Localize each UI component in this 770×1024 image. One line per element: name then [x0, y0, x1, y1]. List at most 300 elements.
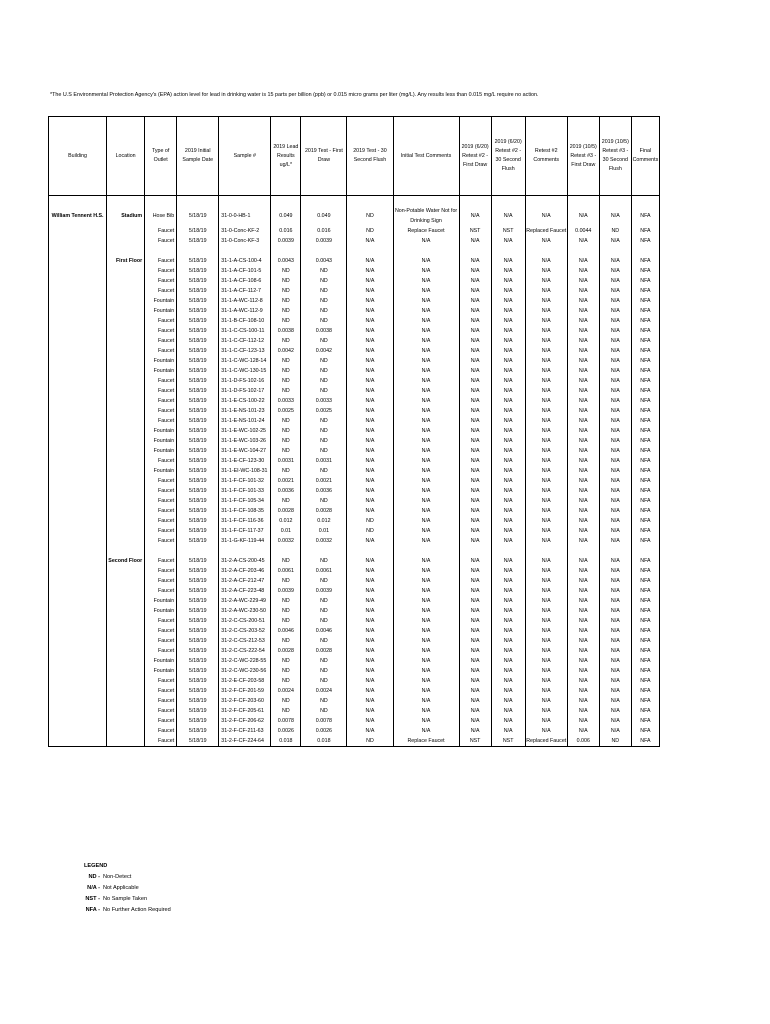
table-cell: N/A — [567, 266, 599, 276]
table-cell: N/A — [599, 376, 631, 386]
table-cell: N/A — [525, 456, 567, 466]
table-cell: N/A — [599, 576, 631, 586]
table-cell: N/A — [491, 456, 525, 466]
legend-code: N/A - — [87, 885, 100, 891]
table-cell: 31-2-C-CS-212-53 — [219, 636, 271, 646]
table-cell: ND — [301, 606, 347, 616]
table-cell: N/A — [525, 466, 567, 476]
column-header: 2019 (6/20) Retest #2 - 30 Second Flush — [491, 117, 525, 196]
table-cell: N/A — [491, 466, 525, 476]
table-cell: N/A — [525, 476, 567, 486]
table-cell: N/A — [599, 526, 631, 536]
table-cell — [49, 716, 107, 726]
table-cell: N/A — [567, 716, 599, 726]
table-cell: Faucet — [145, 276, 177, 286]
table-cell: N/A — [599, 236, 631, 246]
table-cell — [107, 456, 145, 466]
table-cell — [145, 546, 177, 556]
table-cell: N/A — [393, 326, 459, 336]
table-cell: N/A — [347, 236, 393, 246]
table-row — [49, 286, 660, 296]
table-cell: N/A — [599, 516, 631, 526]
table-cell: N/A — [347, 506, 393, 516]
table-cell: N/A — [599, 326, 631, 336]
table-cell: N/A — [567, 506, 599, 516]
table-cell: N/A — [393, 376, 459, 386]
table-row — [49, 626, 660, 636]
table-cell: N/A — [347, 446, 393, 456]
table-cell: N/A — [599, 306, 631, 316]
table-row — [49, 656, 660, 666]
table-cell: N/A — [393, 426, 459, 436]
table-cell: NST — [491, 226, 525, 236]
table-row — [49, 606, 660, 616]
table-cell — [107, 286, 145, 296]
table-cell: 5/18/19 — [177, 206, 219, 226]
table-cell: N/A — [393, 486, 459, 496]
table-cell — [107, 426, 145, 436]
table-cell: NFA — [631, 486, 659, 496]
table-cell: N/A — [459, 626, 491, 636]
table-cell — [107, 666, 145, 676]
table-cell: 0.018 — [301, 736, 347, 747]
table-cell — [177, 246, 219, 256]
table-cell: N/A — [491, 436, 525, 446]
table-cell: Faucet — [145, 346, 177, 356]
table-cell: Faucet — [145, 716, 177, 726]
table-cell: 0.0028 — [301, 506, 347, 516]
table-cell — [49, 506, 107, 516]
table-cell: ND — [347, 526, 393, 536]
table-row — [49, 296, 660, 306]
table-cell — [145, 196, 177, 207]
table-cell: 0.0043 — [271, 256, 301, 266]
table-row — [49, 696, 660, 706]
table-cell: 31-1-C-WC-130-15 — [219, 366, 271, 376]
spacer-row — [49, 196, 660, 207]
table-cell: NFA — [631, 206, 659, 226]
table-cell — [49, 696, 107, 706]
table-cell: Faucet — [145, 686, 177, 696]
table-cell — [49, 226, 107, 236]
table-cell: N/A — [393, 456, 459, 466]
table-cell — [107, 516, 145, 526]
table-cell: N/A — [347, 646, 393, 656]
table-cell: N/A — [599, 596, 631, 606]
table-cell: N/A — [525, 726, 567, 736]
table-cell: N/A — [459, 596, 491, 606]
table-cell: 0.006 — [567, 736, 599, 747]
table-cell: NFA — [631, 526, 659, 536]
table-cell: 31-2-C-CS-222-54 — [219, 646, 271, 656]
table-cell: 31-1-A-CF-101-5 — [219, 266, 271, 276]
table-cell: 31-1-C-CF-123-13 — [219, 346, 271, 356]
table-cell: Faucet — [145, 536, 177, 546]
table-cell: NFA — [631, 316, 659, 326]
table-cell: N/A — [599, 406, 631, 416]
table-cell — [49, 576, 107, 586]
table-cell: N/A — [599, 536, 631, 546]
table-cell: N/A — [599, 616, 631, 626]
table-cell: N/A — [567, 656, 599, 666]
table-cell: N/A — [491, 286, 525, 296]
table-row — [49, 486, 660, 496]
table-row — [49, 726, 660, 736]
table-cell — [107, 706, 145, 716]
table-cell: NFA — [631, 536, 659, 546]
table-cell: ND — [301, 356, 347, 366]
table-cell: N/A — [567, 456, 599, 466]
table-cell: 31-1-C-CF-112-12 — [219, 336, 271, 346]
table-cell: ND — [301, 386, 347, 396]
table-cell: 31-2-A-WC-230-50 — [219, 606, 271, 616]
table-cell: ND — [301, 266, 347, 276]
table-cell: N/A — [347, 476, 393, 486]
table-cell — [107, 496, 145, 506]
table-cell: 31-2-A-WC-229-49 — [219, 596, 271, 606]
table-cell: 5/18/19 — [177, 286, 219, 296]
table-cell: Faucet — [145, 326, 177, 336]
table-cell: N/A — [393, 306, 459, 316]
table-cell: 31-1-F-CF-105-34 — [219, 496, 271, 506]
table-cell: ND — [301, 426, 347, 436]
table-cell: N/A — [393, 446, 459, 456]
table-cell: 0.0046 — [301, 626, 347, 636]
table-cell: NFA — [631, 696, 659, 706]
table-cell — [107, 686, 145, 696]
table-cell: ND — [301, 556, 347, 566]
table-cell: ND — [271, 426, 301, 436]
table-cell: Faucet — [145, 486, 177, 496]
table-cell: NFA — [631, 266, 659, 276]
table-cell — [107, 576, 145, 586]
column-header: Building — [49, 117, 107, 196]
table-cell: ND — [347, 226, 393, 236]
table-cell: N/A — [347, 406, 393, 416]
table-cell: N/A — [599, 566, 631, 576]
table-cell — [347, 546, 393, 556]
table-cell: N/A — [491, 636, 525, 646]
table-cell: 0.0032 — [301, 536, 347, 546]
table-cell: 5/18/19 — [177, 656, 219, 666]
table-row — [49, 306, 660, 316]
table-cell: 5/18/19 — [177, 436, 219, 446]
table-cell: 5/18/19 — [177, 666, 219, 676]
table-cell: N/A — [567, 376, 599, 386]
table-cell: N/A — [525, 276, 567, 286]
table-cell: N/A — [347, 306, 393, 316]
table-cell: Faucet — [145, 376, 177, 386]
table-cell: N/A — [567, 466, 599, 476]
table-cell: N/A — [459, 716, 491, 726]
table-cell: N/A — [567, 276, 599, 286]
table-cell: N/A — [393, 286, 459, 296]
table-cell: ND — [271, 446, 301, 456]
table-cell: N/A — [567, 706, 599, 716]
epa-action-level-note: *The U.S Environmental Protection Agency's (EPA) action level for lead in drinking water is 15 parts per billion (ppb) or 0.015 micro grams per liter (mg/L). Any results less than 0.015 mg/L require no action. — [50, 92, 539, 98]
table-cell: Faucet — [145, 236, 177, 246]
table-cell: 0.0033 — [271, 396, 301, 406]
table-cell: ND — [347, 736, 393, 747]
table-cell: N/A — [491, 266, 525, 276]
table-cell: N/A — [567, 686, 599, 696]
table-cell: NFA — [631, 596, 659, 606]
table-cell: N/A — [347, 606, 393, 616]
table-cell: N/A — [567, 636, 599, 646]
table-cell — [219, 196, 271, 207]
table-cell: 31-1-D-FS-102-17 — [219, 386, 271, 396]
table-cell: N/A — [347, 376, 393, 386]
table-cell: N/A — [599, 686, 631, 696]
table-cell: N/A — [459, 496, 491, 506]
table-cell — [49, 596, 107, 606]
table-cell: N/A — [347, 286, 393, 296]
table-cell: 5/18/19 — [177, 706, 219, 716]
table-cell: First Floor — [107, 256, 145, 266]
table-cell: N/A — [567, 596, 599, 606]
table-cell: 5/18/19 — [177, 536, 219, 546]
table-cell: 0.0038 — [301, 326, 347, 336]
table-row — [49, 676, 660, 686]
table-cell — [49, 546, 107, 556]
table-cell: N/A — [525, 646, 567, 656]
table-cell: N/A — [599, 606, 631, 616]
table-cell: N/A — [491, 666, 525, 676]
table-cell: N/A — [459, 256, 491, 266]
table-cell: N/A — [491, 556, 525, 566]
table-cell: ND — [301, 596, 347, 606]
table-cell: 0.0024 — [301, 686, 347, 696]
table-cell: N/A — [459, 696, 491, 706]
table-cell — [107, 536, 145, 546]
table-cell: 0.0042 — [271, 346, 301, 356]
table-cell: N/A — [599, 366, 631, 376]
table-cell — [393, 246, 459, 256]
table-cell — [107, 196, 145, 207]
table-cell: N/A — [459, 426, 491, 436]
table-cell: N/A — [491, 316, 525, 326]
table-cell: NFA — [631, 236, 659, 246]
table-cell: N/A — [459, 276, 491, 286]
table-cell: 0.0039 — [301, 236, 347, 246]
table-cell: N/A — [599, 386, 631, 396]
table-row — [49, 476, 660, 486]
table-cell: NFA — [631, 726, 659, 736]
table-row — [49, 276, 660, 286]
table-cell: 0.0043 — [301, 256, 347, 266]
table-cell: 5/18/19 — [177, 446, 219, 456]
table-cell: ND — [301, 416, 347, 426]
table-cell: ND — [271, 576, 301, 586]
table-cell: ND — [599, 226, 631, 236]
table-cell: NFA — [631, 736, 659, 747]
table-cell: N/A — [599, 356, 631, 366]
table-cell: N/A — [459, 706, 491, 716]
table-cell: N/A — [525, 536, 567, 546]
table-cell: ND — [271, 376, 301, 386]
table-cell: N/A — [491, 566, 525, 576]
table-cell: N/A — [491, 646, 525, 656]
table-cell: 0.049 — [301, 206, 347, 226]
table-cell: N/A — [599, 486, 631, 496]
table-cell: N/A — [599, 416, 631, 426]
table-cell: 5/18/19 — [177, 486, 219, 496]
table-cell: 5/18/19 — [177, 616, 219, 626]
table-cell — [107, 716, 145, 726]
table-cell: N/A — [491, 686, 525, 696]
table-cell: N/A — [491, 716, 525, 726]
table-cell: N/A — [599, 716, 631, 726]
table-cell: N/A — [525, 596, 567, 606]
table-cell: NFA — [631, 346, 659, 356]
table-cell: ND — [271, 306, 301, 316]
table-cell: Faucet — [145, 516, 177, 526]
table-cell: ND — [301, 676, 347, 686]
column-header: Location — [107, 117, 145, 196]
table-cell: ND — [271, 496, 301, 506]
table-cell: N/A — [347, 666, 393, 676]
table-cell: 5/18/19 — [177, 406, 219, 416]
legend-title: LEGEND — [84, 863, 108, 869]
table-cell: 5/18/19 — [177, 296, 219, 306]
table-cell: N/A — [459, 406, 491, 416]
table-row — [49, 396, 660, 406]
table-cell: N/A — [347, 486, 393, 496]
table-cell: 0.0028 — [271, 506, 301, 516]
table-cell: ND — [301, 656, 347, 666]
table-row — [49, 596, 660, 606]
table-cell: 31-1-D-FS-102-16 — [219, 376, 271, 386]
table-cell: 31-1-F-CF-116-36 — [219, 516, 271, 526]
table-cell: NFA — [631, 716, 659, 726]
table-cell: N/A — [347, 616, 393, 626]
table-cell: N/A — [567, 576, 599, 586]
table-cell: N/A — [347, 366, 393, 376]
table-cell: N/A — [347, 336, 393, 346]
table-cell: 0.0031 — [301, 456, 347, 466]
table-cell: N/A — [459, 396, 491, 406]
table-cell: N/A — [491, 616, 525, 626]
table-cell: N/A — [393, 516, 459, 526]
table-cell: ND — [271, 556, 301, 566]
table-cell: 5/18/19 — [177, 276, 219, 286]
table-cell — [49, 476, 107, 486]
table-cell: N/A — [393, 356, 459, 366]
table-cell: 31-1-B-CF-108-10 — [219, 316, 271, 326]
table-cell — [145, 246, 177, 256]
table-cell: N/A — [393, 706, 459, 716]
table-cell: 31-2-F-CF-211-63 — [219, 726, 271, 736]
table-cell: N/A — [567, 536, 599, 546]
table-cell — [107, 616, 145, 626]
table-cell: Faucet — [145, 406, 177, 416]
table-cell: ND — [301, 706, 347, 716]
table-cell: N/A — [525, 396, 567, 406]
table-cell: N/A — [393, 716, 459, 726]
table-cell: Fountain — [145, 656, 177, 666]
table-cell — [491, 546, 525, 556]
table-cell — [107, 736, 145, 747]
table-cell: NFA — [631, 606, 659, 616]
table-cell — [219, 246, 271, 256]
table-cell: N/A — [599, 706, 631, 716]
table-cell: N/A — [599, 296, 631, 306]
table-cell: N/A — [347, 676, 393, 686]
table-cell — [49, 356, 107, 366]
table-cell: N/A — [525, 556, 567, 566]
table-row — [49, 336, 660, 346]
table-cell: N/A — [525, 416, 567, 426]
table-row — [49, 446, 660, 456]
table-cell: N/A — [459, 416, 491, 426]
table-cell: N/A — [491, 236, 525, 246]
table-cell: NFA — [631, 376, 659, 386]
table-cell — [49, 636, 107, 646]
table-cell: N/A — [599, 456, 631, 466]
table-cell: N/A — [525, 436, 567, 446]
table-cell: N/A — [393, 436, 459, 446]
table-cell: N/A — [525, 386, 567, 396]
table-cell: N/A — [567, 326, 599, 336]
table-cell: 0.0044 — [567, 226, 599, 236]
table-cell: N/A — [599, 556, 631, 566]
table-cell: Hose Bib — [145, 206, 177, 226]
table-cell: N/A — [599, 256, 631, 266]
table-cell: ND — [271, 386, 301, 396]
table-cell: N/A — [347, 686, 393, 696]
table-cell: N/A — [393, 296, 459, 306]
table-cell — [107, 276, 145, 286]
table-cell: NFA — [631, 406, 659, 416]
table-cell: NFA — [631, 616, 659, 626]
table-cell: 31-1-E-CF-123-30 — [219, 456, 271, 466]
table-cell: Fountain — [145, 366, 177, 376]
table-cell: ND — [301, 306, 347, 316]
table-row — [49, 236, 660, 246]
table-cell: N/A — [525, 356, 567, 366]
table-row — [49, 506, 660, 516]
table-cell: NFA — [631, 366, 659, 376]
table-cell: 0.018 — [271, 736, 301, 747]
table-cell: 0.016 — [301, 226, 347, 236]
table-row — [49, 346, 660, 356]
table-cell: NFA — [631, 396, 659, 406]
table-row — [49, 456, 660, 466]
table-cell: 31-1-E-NS-101-24 — [219, 416, 271, 426]
table-cell: ND — [271, 296, 301, 306]
table-cell: N/A — [393, 236, 459, 246]
table-cell — [567, 196, 599, 207]
table-cell — [631, 546, 659, 556]
table-cell: N/A — [393, 646, 459, 656]
table-cell: ND — [271, 266, 301, 276]
table-cell: 31-1-A-CF-112-7 — [219, 286, 271, 296]
table-cell: Fountain — [145, 436, 177, 446]
table-cell: 5/18/19 — [177, 736, 219, 747]
table-cell: N/A — [567, 236, 599, 246]
table-cell: N/A — [393, 386, 459, 396]
table-cell — [271, 246, 301, 256]
table-cell: 0.012 — [271, 516, 301, 526]
table-cell — [107, 376, 145, 386]
table-cell: N/A — [459, 646, 491, 656]
table-cell: N/A — [393, 566, 459, 576]
table-cell — [631, 246, 659, 256]
table-cell: N/A — [347, 576, 393, 586]
table-cell: N/A — [567, 316, 599, 326]
lead-results-table — [48, 116, 660, 747]
table-cell: NFA — [631, 686, 659, 696]
